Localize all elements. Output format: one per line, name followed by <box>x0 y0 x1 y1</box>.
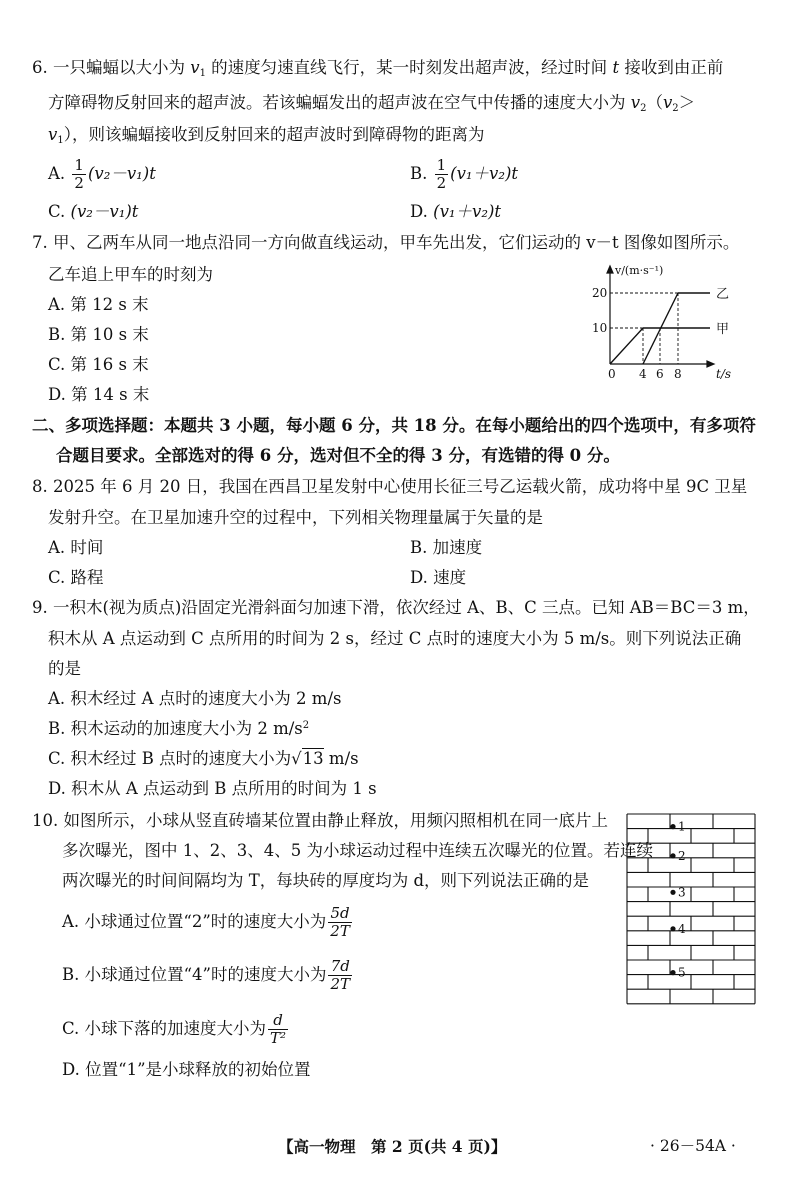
fraction-den: 2 <box>74 174 84 192</box>
q6-line1: 6. 一只蝙蝠以大小为 $v_1$ 的速度匀速直线飞行，某一时刻发出超声波，经过时间 t 接收到由正前 <box>32 58 724 79</box>
q6-text-2c: ＞ <box>678 93 696 112</box>
q7-option-b[interactable]: B. 第 10 s 末 <box>48 325 149 344</box>
q8-stem-line1: 8. 2025 年 6 月 20 日，我国在西昌卫星发射中心使用长征三号乙运载火箭，成功将中星 9C 卫星 <box>32 477 748 496</box>
q6-text-2b: （ <box>646 93 663 112</box>
page-footer-code: · 26－54A · <box>650 1137 736 1155</box>
q6-option-b-expr: (v₁＋v₂)t <box>450 164 519 183</box>
q8-option-a[interactable]: A. 时间 <box>48 538 104 557</box>
q7-vt-graph <box>588 262 748 384</box>
ball-position-dot <box>670 824 675 829</box>
series-yi-label: 乙 <box>716 287 730 302</box>
q6-option-d-expr: (v₁＋v₂)t <box>433 202 502 221</box>
y-tick-20: 20 <box>592 286 608 300</box>
q9-stem-line1: 9. 一积木(视为质点)沿固定光滑斜面匀加速下滑，依次经过 A、B、C 三点。已知 AB＝BC＝3 m， <box>32 598 760 617</box>
q9-option-c[interactable] <box>48 751 359 768</box>
q6-option-d-label: D. <box>410 202 428 221</box>
series-jia-label: 甲 <box>716 322 730 337</box>
fraction-num: 1 <box>436 156 447 174</box>
fraction <box>72 157 86 192</box>
q6-text-1c: 接收到由正前 <box>619 58 724 77</box>
q6-text-3a: ），则该蝙蝠接收到反射回来的超声波时到障碍物的距离为 <box>63 125 485 144</box>
fraction <box>328 958 352 993</box>
q10-stem-line1: 10. 如图所示，小球从竖直砖墙某位置由静止释放，用频闪照相机在同一底片上 <box>32 811 608 830</box>
q8-option-b[interactable]: B. 加速度 <box>410 538 483 557</box>
ball-position-label: 2 <box>678 848 686 863</box>
q6-option-a-expr: (v₂－v₁)t <box>87 164 156 183</box>
section2-heading-line2: 合题目要求。全部选对的得 6 分，选对但不全的得 3 分，有选错的得 0 分。 <box>56 446 620 465</box>
fraction-num: d <box>268 1012 288 1030</box>
ball-position-label: 1 <box>678 819 686 834</box>
q9-option-c-unit: m/s <box>323 749 359 768</box>
series-jia-line <box>610 328 643 364</box>
origin-label: 0 <box>608 367 616 381</box>
fraction-num: 1 <box>74 156 84 174</box>
q6-option-b-label: B. <box>410 164 428 183</box>
q6-option-b[interactable] <box>410 157 518 192</box>
fraction <box>328 905 352 940</box>
ball-position-dot <box>670 890 675 895</box>
q9-option-a[interactable]: A. 积木经过 A 点时的速度大小为 2 m/s <box>48 689 342 708</box>
y-axis-label: v/(m·s⁻¹) <box>615 264 664 277</box>
q10-brick-wall <box>625 808 759 1008</box>
q6-option-d[interactable] <box>410 204 501 221</box>
x-tick-4: 4 <box>639 367 647 381</box>
ball-position-dot <box>670 970 675 975</box>
fraction-den: T² <box>270 1029 287 1047</box>
q7-stem-line2: 乙车追上甲车的时刻为 <box>48 265 213 284</box>
q6-option-a[interactable] <box>48 157 156 192</box>
fraction-num: 7d <box>328 958 352 976</box>
x-axis-arrow <box>707 361 714 367</box>
q7-option-d[interactable]: D. 第 14 s 末 <box>48 385 150 404</box>
q7-option-a[interactable]: A. 第 12 s 末 <box>48 295 149 314</box>
q10-stem-line3: 两次曝光的时间间隔均为 T，每块砖的厚度均为 d，则下列说法正确的是 <box>62 871 590 890</box>
y-tick-10: 10 <box>592 321 608 335</box>
q10-option-b-text: B. 小球通过位置“4”时的速度大小为 <box>62 965 327 984</box>
x-tick-8: 8 <box>674 367 682 381</box>
section2-heading-line1: 二、多项选择题：本题共 3 小题，每小题 6 分，共 18 分。在每小题给出的四个选项中，有多项符 <box>32 416 756 435</box>
q6-option-a-label: A. <box>48 164 66 183</box>
q10-option-c-text: C. 小球下落的加速度大小为 <box>62 1019 267 1038</box>
sqrt-icon: √ <box>291 749 302 768</box>
x-tick-6: 6 <box>656 367 664 381</box>
q6-text-2a: 方障碍物反射回来的超声波。若该蝙蝠发出的超声波在空气中传播的速度大小为 <box>48 93 631 112</box>
ball-position-label: 5 <box>678 965 686 980</box>
q8-option-d[interactable]: D. 速度 <box>410 568 467 587</box>
q9-stem-line2: 积木从 A 点运动到 C 点所用的时间为 2 s，经过 C 点时的速度大小为 5 m/s。则下列说法正确 <box>48 629 742 648</box>
q7-stem-line1: 7. 甲、乙两车从同一地点沿同一方向做直线运动，甲车先出发，它们运动的 v－t 图像如图所示。 <box>32 233 740 252</box>
q9-option-c-root: 13 <box>302 749 324 768</box>
q10-option-b[interactable] <box>62 958 354 993</box>
q9-option-d[interactable]: D. 积木从 A 点运动到 B 点所用的时间为 1 s <box>48 779 377 798</box>
fraction-den: 2T <box>330 975 351 993</box>
q6-option-c-expr: (v₂－v₁)t <box>70 202 139 221</box>
q9-option-b[interactable] <box>48 721 309 738</box>
y-axis-arrow <box>607 266 613 273</box>
ball-position-dot <box>670 926 675 931</box>
q8-option-c[interactable]: C. 路程 <box>48 568 104 587</box>
fraction <box>268 1012 288 1047</box>
q10-option-a-text: A. 小球通过位置“2”时的速度大小为 <box>62 912 327 931</box>
q9-option-b-sup: 2 <box>302 720 310 731</box>
q6-option-c-label: C. <box>48 202 66 221</box>
q10-stem-line2: 多次曝光，图中 1、2、3、4、5 为小球运动过程中连续五次曝光的位置。若连续 <box>62 841 653 860</box>
ball-position-label: 3 <box>678 885 686 900</box>
q6-text-1b: 的速度匀速直线飞行，某一时刻发出超声波，经过时间 <box>205 58 613 77</box>
ball-position-dot <box>670 853 675 858</box>
q10-option-d[interactable]: D. 位置“1”是小球释放的初始位置 <box>62 1060 311 1079</box>
ball-position-label: 4 <box>678 921 686 936</box>
q6-line2: 方障碍物反射回来的超声波。若该蝙蝠发出的超声波在空气中传播的速度大小为 $v_2(v_2>$ <box>48 93 696 114</box>
fraction <box>435 157 449 192</box>
fraction-den: 2T <box>330 922 350 940</box>
q6-text-1a: 6. 一只蝙蝠以大小为 <box>32 58 191 77</box>
q9-option-c-text: C. 积木经过 B 点时的速度大小为 <box>48 749 292 768</box>
fraction-den: 2 <box>436 174 447 192</box>
q10-option-c[interactable] <box>62 1012 290 1047</box>
fraction-num: 5d <box>328 905 352 923</box>
x-axis-label: t/s <box>716 367 732 381</box>
q6-line3: $v_1$），则该蝙蝠接收到反射回来的超声波时到障碍物的距离为 <box>48 125 485 146</box>
page-footer-center: 【高一物理 第 2 页(共 4 页)】 <box>278 1137 507 1156</box>
q10-option-a[interactable] <box>62 905 354 940</box>
q8-stem-line2: 发射升空。在卫星加速升空的过程中，下列相关物理量属于矢量的是 <box>48 508 543 527</box>
q9-option-b-text: B. 积木运动的加速度大小为 2 m/s <box>48 719 303 738</box>
q6-option-c[interactable] <box>48 204 138 221</box>
q7-option-c[interactable]: C. 第 16 s 末 <box>48 355 149 374</box>
q9-stem-line3: 的是 <box>48 659 81 678</box>
